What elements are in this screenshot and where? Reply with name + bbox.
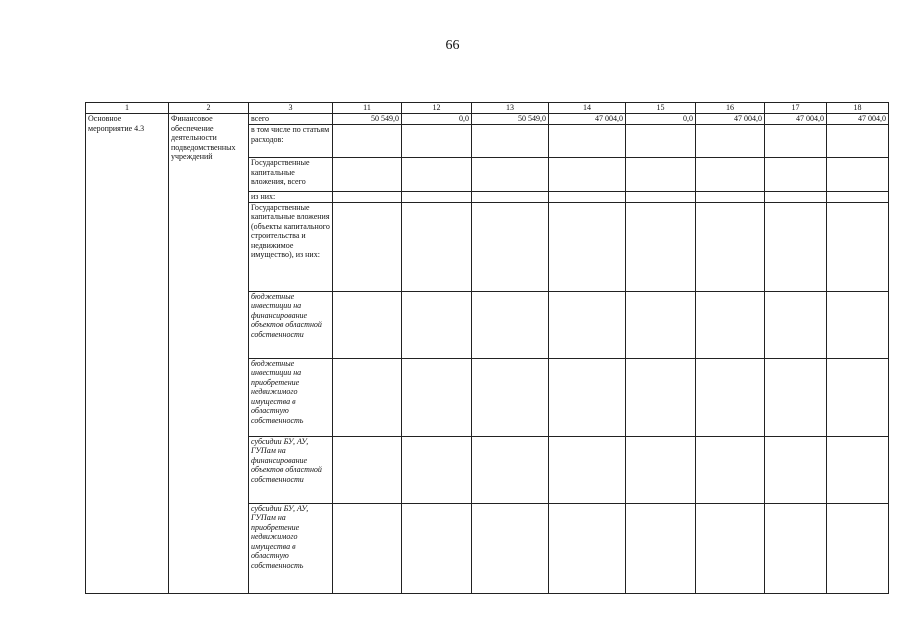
value-cell <box>765 158 827 192</box>
value-cell <box>765 358 827 436</box>
value-cell <box>827 436 889 503</box>
value-cell: 0,0 <box>626 114 696 125</box>
value-cell <box>696 358 765 436</box>
row-label-cell: субсидии БУ, АУ, ГУПам на приобретение недвижимого имущества в областную собственность <box>249 503 333 593</box>
value-cell <box>549 358 626 436</box>
value-cell <box>549 291 626 358</box>
budget-table <box>85 102 889 594</box>
row-label-cell: из них: <box>249 192 333 203</box>
header-cell: 14 <box>549 103 626 114</box>
value-cell <box>472 503 549 593</box>
value-cell <box>827 192 889 203</box>
value-cell <box>696 202 765 291</box>
value-cell <box>827 158 889 192</box>
row-label-cell: бюджетные инвестиции на финансирование объектов областной собственности <box>249 291 333 358</box>
value-cell: 0,0 <box>402 114 472 125</box>
value-cell <box>333 192 402 203</box>
row-label-cell: Государственные капитальные вложения, всего <box>249 158 333 192</box>
value-cell <box>402 503 472 593</box>
row-label-cell: субсидии БУ, АУ, ГУПам на финансирование объектов областной собственности <box>249 436 333 503</box>
value-cell <box>472 291 549 358</box>
value-cell: 47 004,0 <box>696 114 765 125</box>
value-cell <box>827 358 889 436</box>
value-cell <box>549 436 626 503</box>
value-cell <box>626 158 696 192</box>
value-cell <box>765 436 827 503</box>
row-label-cell: в том числе по статьям расходов: <box>249 125 333 158</box>
value-cell <box>626 436 696 503</box>
value-cell <box>827 503 889 593</box>
value-cell <box>696 158 765 192</box>
value-cell <box>549 202 626 291</box>
value-cell <box>549 125 626 158</box>
value-cell: 47 004,0 <box>549 114 626 125</box>
value-cell <box>333 125 402 158</box>
value-cell <box>765 503 827 593</box>
header-cell: 18 <box>827 103 889 114</box>
value-cell <box>765 202 827 291</box>
row-label-cell: всего <box>249 114 333 125</box>
header-cell: 17 <box>765 103 827 114</box>
header-cell: 1 <box>86 103 169 114</box>
header-cell: 16 <box>696 103 765 114</box>
value-cell: 50 549,0 <box>472 114 549 125</box>
activity-name-cell: Основное мероприятие 4.3 <box>86 114 169 594</box>
activity-description-cell: Финансовое обеспечение деятельности подведомственных учреждений <box>169 114 249 594</box>
value-cell: 50 549,0 <box>333 114 402 125</box>
value-cell <box>696 125 765 158</box>
value-cell <box>549 503 626 593</box>
header-cell: 11 <box>333 103 402 114</box>
value-cell <box>827 202 889 291</box>
row-label-cell: Государственные капитальные вложения (объекты капитального строительства и недвижимое имущество), из них: <box>249 202 333 291</box>
value-cell <box>472 436 549 503</box>
value-cell <box>333 436 402 503</box>
row-label-cell: бюджетные инвестиции на приобретение недвижимого имущества в областную собственность <box>249 358 333 436</box>
value-cell <box>626 291 696 358</box>
value-cell <box>333 358 402 436</box>
value-cell <box>333 503 402 593</box>
table-row <box>86 114 889 125</box>
value-cell <box>402 192 472 203</box>
header-cell: 2 <box>169 103 249 114</box>
value-cell <box>402 436 472 503</box>
value-cell <box>626 358 696 436</box>
value-cell <box>765 125 827 158</box>
value-cell <box>333 291 402 358</box>
value-cell <box>472 202 549 291</box>
value-cell <box>696 291 765 358</box>
value-cell <box>827 125 889 158</box>
value-cell <box>626 192 696 203</box>
value-cell <box>402 358 472 436</box>
value-cell <box>765 291 827 358</box>
value-cell <box>696 503 765 593</box>
header-cell: 13 <box>472 103 549 114</box>
value-cell <box>472 158 549 192</box>
header-row <box>86 103 889 114</box>
value-cell: 47 004,0 <box>827 114 889 125</box>
value-cell <box>626 125 696 158</box>
value-cell <box>402 158 472 192</box>
value-cell <box>472 192 549 203</box>
value-cell <box>626 202 696 291</box>
value-cell <box>827 291 889 358</box>
value-cell <box>402 125 472 158</box>
value-cell <box>472 358 549 436</box>
value-cell <box>696 436 765 503</box>
page-number: 66 <box>445 38 460 53</box>
value-cell <box>472 125 549 158</box>
value-cell <box>549 192 626 203</box>
header-cell: 3 <box>249 103 333 114</box>
header-cell: 12 <box>402 103 472 114</box>
value-cell: 47 004,0 <box>765 114 827 125</box>
value-cell <box>333 202 402 291</box>
value-cell <box>402 202 472 291</box>
value-cell <box>549 158 626 192</box>
value-cell <box>333 158 402 192</box>
value-cell <box>402 291 472 358</box>
value-cell <box>626 503 696 593</box>
header-cell: 15 <box>626 103 696 114</box>
value-cell <box>696 192 765 203</box>
value-cell <box>765 192 827 203</box>
table-body <box>86 103 889 594</box>
